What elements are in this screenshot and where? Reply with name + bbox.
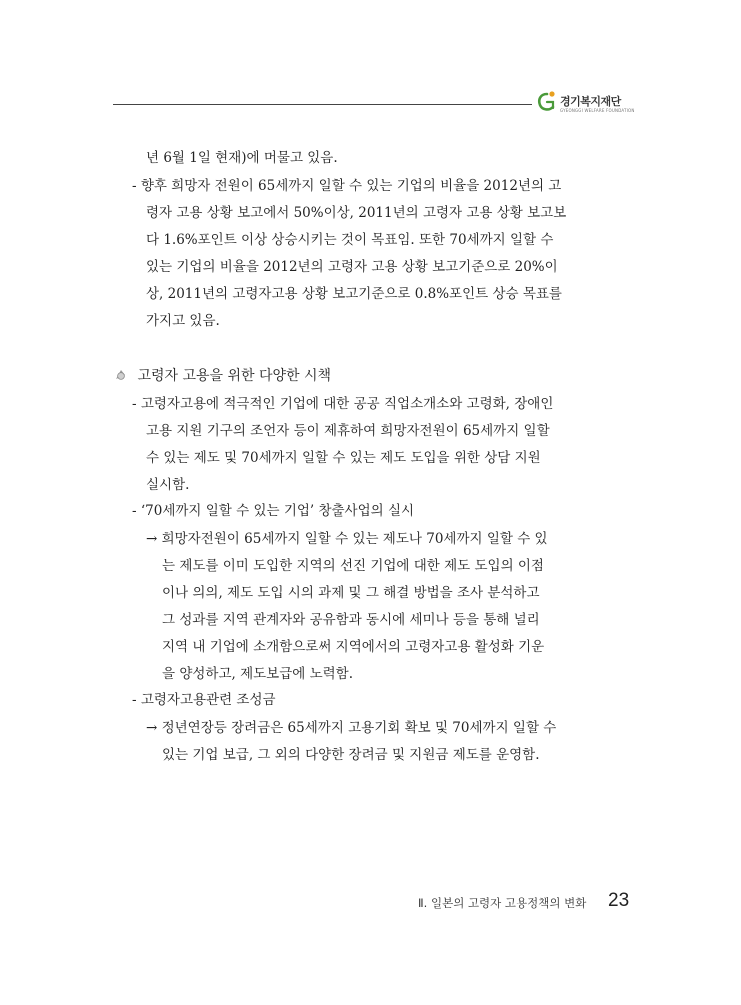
body-line: - 향후 희망자 전원이 65세까지 일할 수 있는 기업의 비율을 2012년의 고: [132, 178, 562, 194]
body-line: 지역 내 기업에 소개함으로써 지역에서의 고령자고용 활성화 기운: [162, 639, 545, 655]
header-rule: [113, 104, 532, 105]
body-line: 실시함.: [146, 477, 190, 493]
body-line: 년 6월 1일 현재)에 머물고 있음.: [146, 150, 338, 166]
body-line: → 희망자전원이 65세까지 일할 수 있는 제도나 70세까지 일할 수 있: [146, 531, 548, 547]
body-line: - ‘70세까지 일할 수 있는 기업’ 창출사업의 실시: [132, 503, 415, 519]
body-line: 이나 의의, 제도 도입 시의 과제 및 그 해결 방법을 조사 분석하고: [162, 585, 540, 601]
section-bullet-icon: [114, 368, 127, 381]
page-number: 23: [608, 890, 630, 911]
logo-mark-icon: [535, 88, 559, 114]
body-line: 그 성과를 지역 관계자와 공유함과 동시에 세미나 등을 통해 널리: [162, 612, 540, 628]
section-heading: [114, 366, 331, 386]
body-line: 다 1.6%포인트 이상 상승시키는 것이 목표임. 또한 70세까지 일할 수: [146, 232, 554, 248]
logo-subtext: GYEONGGI WELFARE FOUNDATION: [560, 108, 635, 113]
body-line: - 고령자고용관련 조성금: [132, 692, 276, 708]
body-line: 있는 기업의 비율을 2012년의 고령자 고용 상황 보고기준으로 20%이: [146, 259, 558, 275]
body-line: 있는 기업 보급, 그 외의 다양한 장려금 및 지원금 제도를 운영함.: [162, 747, 540, 763]
body-line: 는 제도를 이미 도입한 지역의 선진 기업에 대한 제도 도입의 이점: [162, 558, 544, 574]
body-line: 령자 고용 상황 보고에서 50%이상, 2011년의 고령자 고용 상황 보고보: [146, 205, 567, 221]
section-title: 고령자 고용을 위한 다양한 시책: [137, 368, 332, 384]
body-line: 수 있는 제도 및 70세까지 일할 수 있는 제도 도입을 위한 상담 지원: [146, 450, 541, 466]
body-line: 고용 지원 기구의 조언자 등이 제휴하여 희망자전원이 65세까지 일할: [146, 423, 550, 439]
foundation-logo: [535, 88, 645, 118]
logo-text: 경기복지재단: [560, 95, 621, 108]
body-line: 을 양성하고, 제도보급에 노력함.: [162, 666, 353, 682]
body-line: 가지고 있음.: [146, 313, 220, 329]
body-line: 상, 2011년의 고령자고용 상황 보고기준으로 0.8%포인트 상승 목표를: [146, 286, 562, 302]
body-line: → 정년연장등 장려금은 65세까지 고용기회 확보 및 70세까지 일할 수: [146, 720, 557, 736]
body-line: - 고령자고용에 적극적인 기업에 대한 공공 직업소개소와 고령화, 장애인: [132, 396, 554, 412]
chapter-label: Ⅱ. 일본의 고령자 고용정책의 변화: [418, 896, 587, 910]
